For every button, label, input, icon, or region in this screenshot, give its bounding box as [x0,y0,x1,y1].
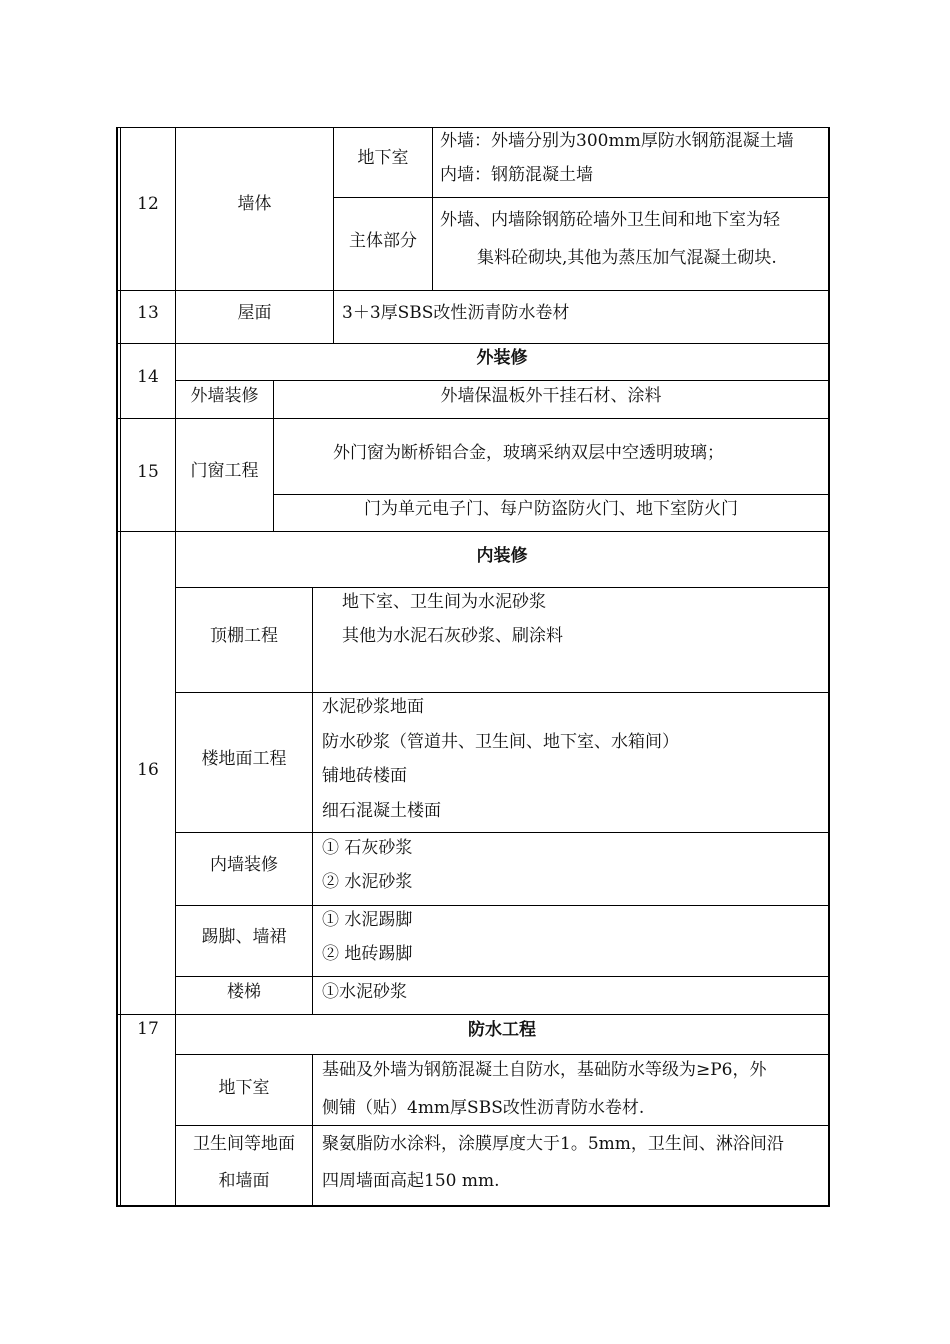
content-line: 水泥砂浆地面 [322,697,424,717]
row-number: 17 [137,1019,159,1039]
sub-item-label: 踢脚、墙裙 [201,927,287,947]
sub-item-label: 门窗工程 [190,461,259,481]
sub-item-label: 内墙装修 [210,855,278,875]
item-name: 屋面 [237,303,272,323]
section-header: 防水工程 [468,1020,536,1040]
content-line: 门为单元电子门、每户防盗防火门、地下室防火门 [364,499,738,519]
row-number: 14 [137,367,159,387]
content-line: 其他为水泥石灰砂浆、刷涂料 [342,626,563,646]
sub-item-label: 楼地面工程 [201,749,287,769]
sub-item-label: 和墙面 [218,1171,270,1191]
item-name: 墙体 [237,194,272,214]
sub-item-label: 地下室 [357,148,409,168]
content-line: 外墙、内墙除钢筋砼墙外卫生间和地下室为轻 [440,210,780,230]
content-line: ① 石灰砂浆 [322,838,413,858]
content-line: 四周墙面高起150 mm. [322,1171,500,1191]
row-number: 16 [137,760,159,780]
content-line: 铺地砖楼面 [322,766,407,786]
row-number: 13 [137,303,159,323]
content-line: 外门窗为断桥铝合金，玻璃采纳双层中空透明玻璃； [333,443,724,463]
content-line: 聚氨脂防水涂料，涂膜厚度大于1。5mm，卫生间、淋浴间沿 [322,1134,784,1154]
content-line: 外墙保温板外干挂石材、涂料 [440,386,662,406]
content-line: ② 水泥砂浆 [322,872,413,892]
sub-item-label: 外墙装修 [190,386,259,406]
content-line: 侧铺（贴）4mm厚SBS改性沥青防水卷材. [322,1098,645,1118]
sub-item-label: 主体部分 [349,231,417,251]
content-line: 外墙：外墙分别为300mm厚防水钢筋混凝土墙 [440,131,794,151]
content-line: 内墙：钢筋混凝土墙 [440,165,593,185]
content-line: 细石混凝土楼面 [322,801,441,821]
content-line: ② 地砖踢脚 [322,944,413,964]
sub-item-label: 楼梯 [227,982,261,1002]
section-header: 外装修 [476,348,528,368]
content-line: 地下室、卫生间为水泥砂浆 [342,592,546,612]
row-number: 15 [137,462,159,482]
content-line: 3＋3厚SBS改性沥青防水卷材 [342,303,570,323]
sub-item-label: 卫生间等地面 [193,1134,295,1154]
sub-item-label: 地下室 [218,1078,270,1098]
content-line: ① 水泥踢脚 [322,910,413,930]
content-line: 基础及外墙为钢筋混凝土自防水，基础防水等级为≥P6，外 [322,1060,767,1080]
sub-item-label: 顶棚工程 [210,626,278,646]
content-line: 防水砂浆（管道井、卫生间、地下室、水箱间） [322,732,679,752]
row-number: 12 [137,194,159,214]
content-line: 集料砼砌块,其他为蒸压加气混凝土砌块. [477,248,777,268]
section-header: 内装修 [476,546,528,566]
content-line: ①水泥砂浆 [322,982,407,1002]
